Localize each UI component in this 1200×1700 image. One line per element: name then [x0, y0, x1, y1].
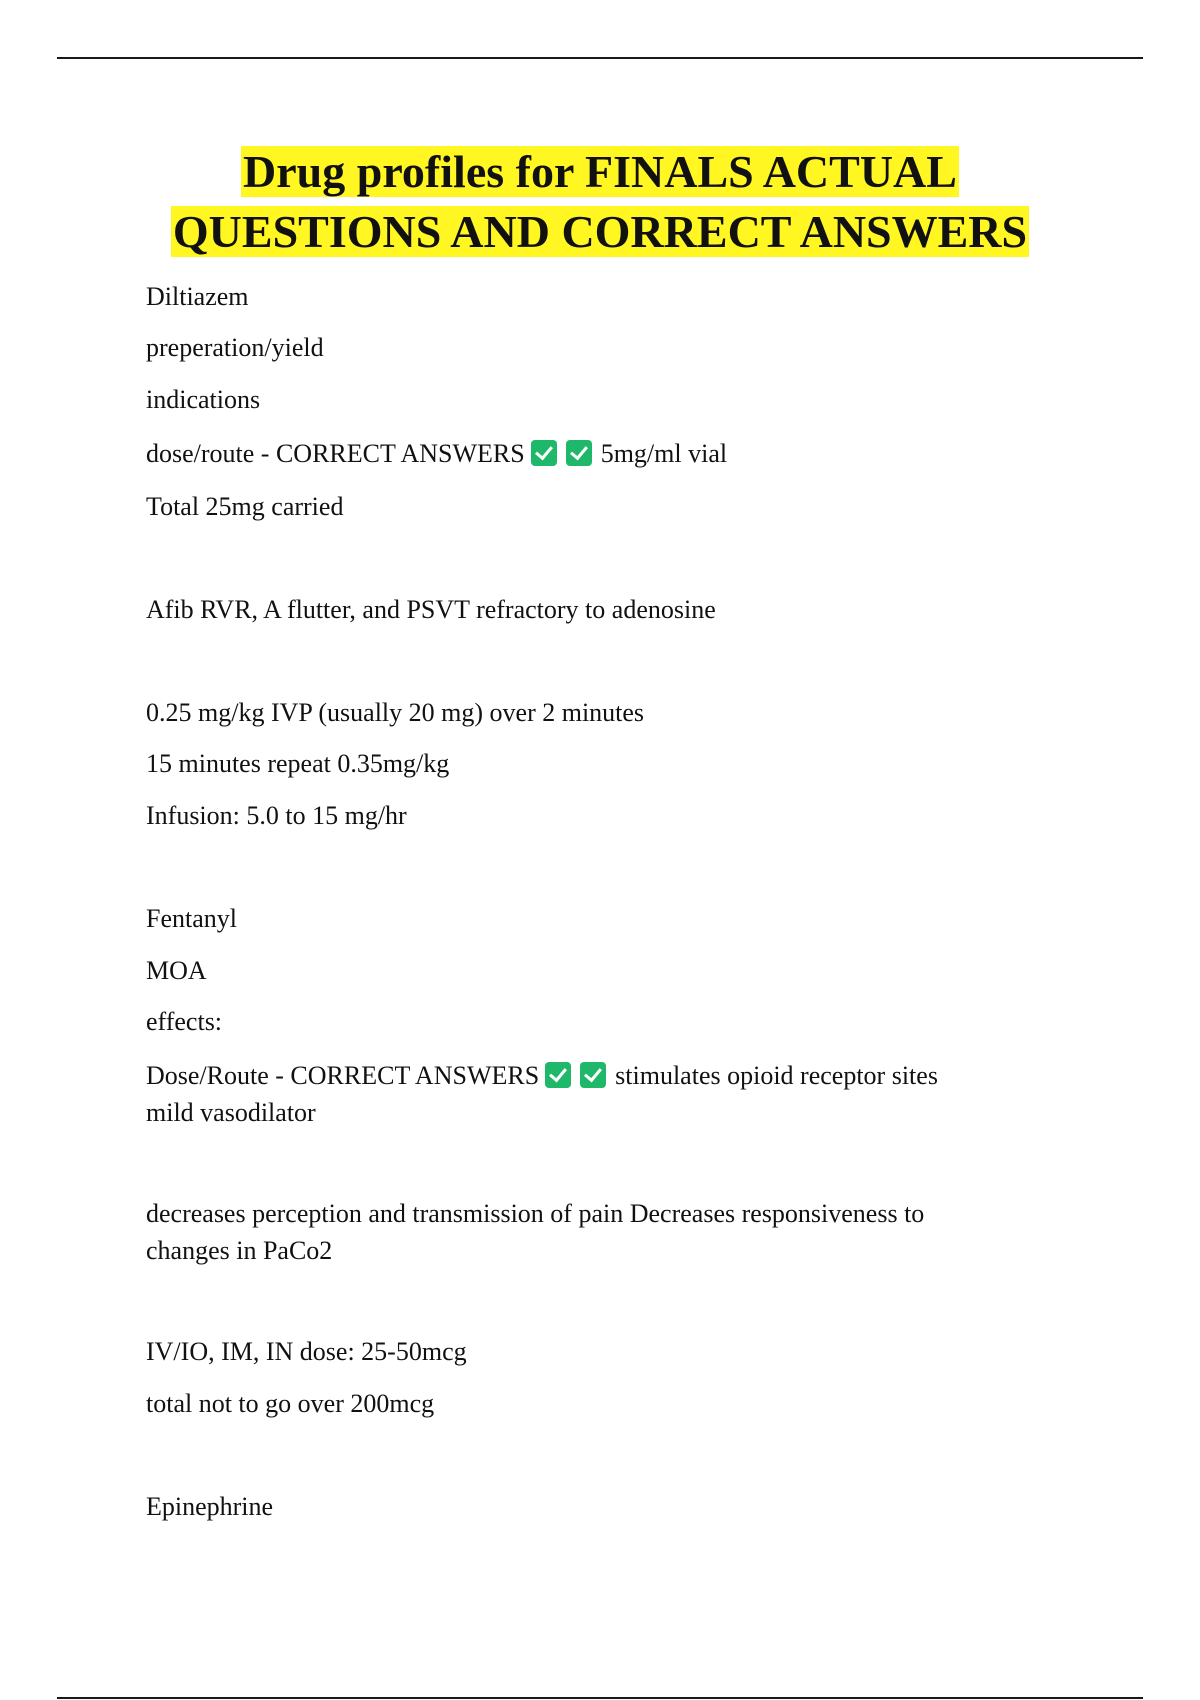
- drug-name-diltiazem: Diltiazem: [146, 282, 249, 311]
- title-line-1: Drug profiles for FINALS ACTUAL: [243, 146, 957, 197]
- fentanyl-answer-vasodilator: mild vasodilator: [146, 1098, 316, 1127]
- diltiazem-question-dose-route: [146, 436, 1046, 472]
- drug-name-epinephrine: Epinephrine: [146, 1492, 274, 1521]
- diltiazem-question-indications: indications: [146, 385, 261, 414]
- fentanyl-answer-moa: stimulates opioid receptor sites: [615, 1061, 938, 1090]
- diltiazem-answer-total: Total 25mg carried: [146, 492, 344, 521]
- drug-name-fentanyl: Fentanyl: [146, 904, 237, 933]
- fentanyl-answer-max: total not to go over 200mcg: [146, 1389, 435, 1418]
- diltiazem-answer-preparation: 5mg/ml vial: [600, 439, 728, 468]
- fentanyl-question-dose-route: [146, 1058, 1046, 1094]
- fentanyl-answer-effects-line-1: decreases perception and transmission of pain Decreases responsiveness to: [146, 1199, 925, 1228]
- fentanyl-question-effects: effects:: [146, 1007, 223, 1036]
- top-divider: [57, 57, 1143, 59]
- diltiazem-answer-dose: 0.25 mg/kg IVP (usually 20 mg) over 2 minutes: [146, 698, 645, 727]
- diltiazem-answer-indications: Afib RVR, A flutter, and PSVT refractory to adenosine: [146, 595, 716, 624]
- check-mark-icon: [531, 440, 557, 466]
- bottom-divider: [57, 1697, 1143, 1699]
- diltiazem-question-preparation: preperation/yield: [146, 333, 324, 362]
- fentanyl-answer-effects-line-2: changes in PaCo2: [146, 1236, 333, 1265]
- check-mark-icon: [545, 1062, 571, 1088]
- diltiazem-answer-infusion: Infusion: 5.0 to 15 mg/hr: [146, 801, 407, 830]
- diltiazem-answer-repeat: 15 minutes repeat 0.35mg/kg: [146, 749, 450, 778]
- check-mark-icon: [580, 1062, 606, 1088]
- title-line-2: QUESTIONS AND CORRECT ANSWERS: [172, 206, 1028, 257]
- correct-answers-label: dose/route - CORRECT ANSWERS: [146, 439, 525, 468]
- document-title: [57, 142, 1143, 262]
- check-mark-icon: [566, 440, 592, 466]
- fentanyl-answer-dose: IV/IO, IM, IN dose: 25-50mcg: [146, 1337, 467, 1366]
- correct-answers-label: Dose/Route - CORRECT ANSWERS: [146, 1061, 540, 1090]
- fentanyl-question-moa: MOA: [146, 956, 207, 985]
